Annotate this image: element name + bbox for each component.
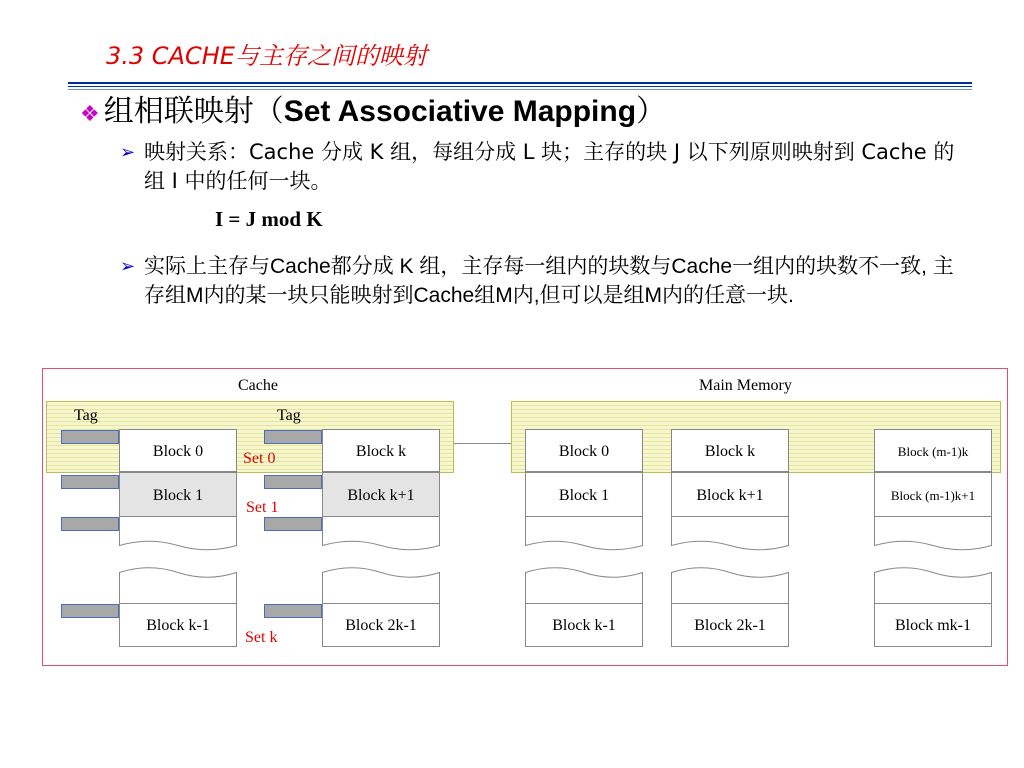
memory-block: Block 0 (525, 429, 643, 472)
memory-block: Block (m-1)k (874, 429, 992, 472)
memory-block: Block k-1 (525, 603, 643, 647)
arrow-bullet-icon: ➢ (120, 256, 136, 277)
mapping-formula: I = J mod K (215, 207, 323, 231)
memory-label: Main Memory (699, 377, 792, 394)
tag-label: Tag (74, 407, 98, 424)
arrow-bullet-icon: ➢ (120, 142, 136, 163)
cache-block: Block 0 (119, 429, 237, 472)
mapping-diagram (42, 368, 1008, 666)
set-label: Set 1 (246, 499, 279, 516)
memory-block: Block (m-1)k+1 (874, 472, 992, 517)
point-1 (120, 138, 959, 196)
heading-close: ） (636, 94, 667, 129)
memory-block: Block 2k-1 (671, 603, 789, 647)
point-1-text: 映射关系：Cache 分成 K 组，每组分成 L 块；主存的块 J 以下列原则映射到 Cache 的组 I 中的任何一块。 (144, 140, 955, 193)
heading-en: Set Associative Mapping (283, 95, 637, 128)
cache-block: Block 2k-1 (322, 603, 440, 647)
slide-title: 3.3 CACHE与主存之间的映射 (106, 42, 427, 70)
cache-block: Block 1 (119, 472, 237, 517)
set-label: Set k (245, 629, 278, 646)
title-divider (68, 82, 972, 84)
cache-block: Block k+1 (322, 472, 440, 517)
tag-label: Tag (277, 407, 301, 424)
cache-block: Block k (322, 429, 440, 472)
cache-label: Cache (238, 377, 278, 394)
memory-block: Block mk-1 (874, 603, 992, 647)
memory-block: Block 1 (525, 472, 643, 517)
point-2-text: 实际上主存与Cache都分成 K 组，主存每一组内的块数与Cache一组内的块数不一致, 主存组M内的某一块只能映射到Cache组M内,但可以是组M内的任意一块. (144, 255, 954, 307)
diamond-bullet-icon: ❖ (80, 102, 100, 127)
memory-block: Block k+1 (671, 472, 789, 517)
section-heading (80, 86, 666, 130)
heading-cn: 组相联映射（ (103, 94, 284, 129)
memory-block: Block k (671, 429, 789, 472)
point-2 (120, 252, 959, 310)
set-label: Set 0 (243, 450, 276, 467)
cache-block: Block k-1 (119, 603, 237, 647)
